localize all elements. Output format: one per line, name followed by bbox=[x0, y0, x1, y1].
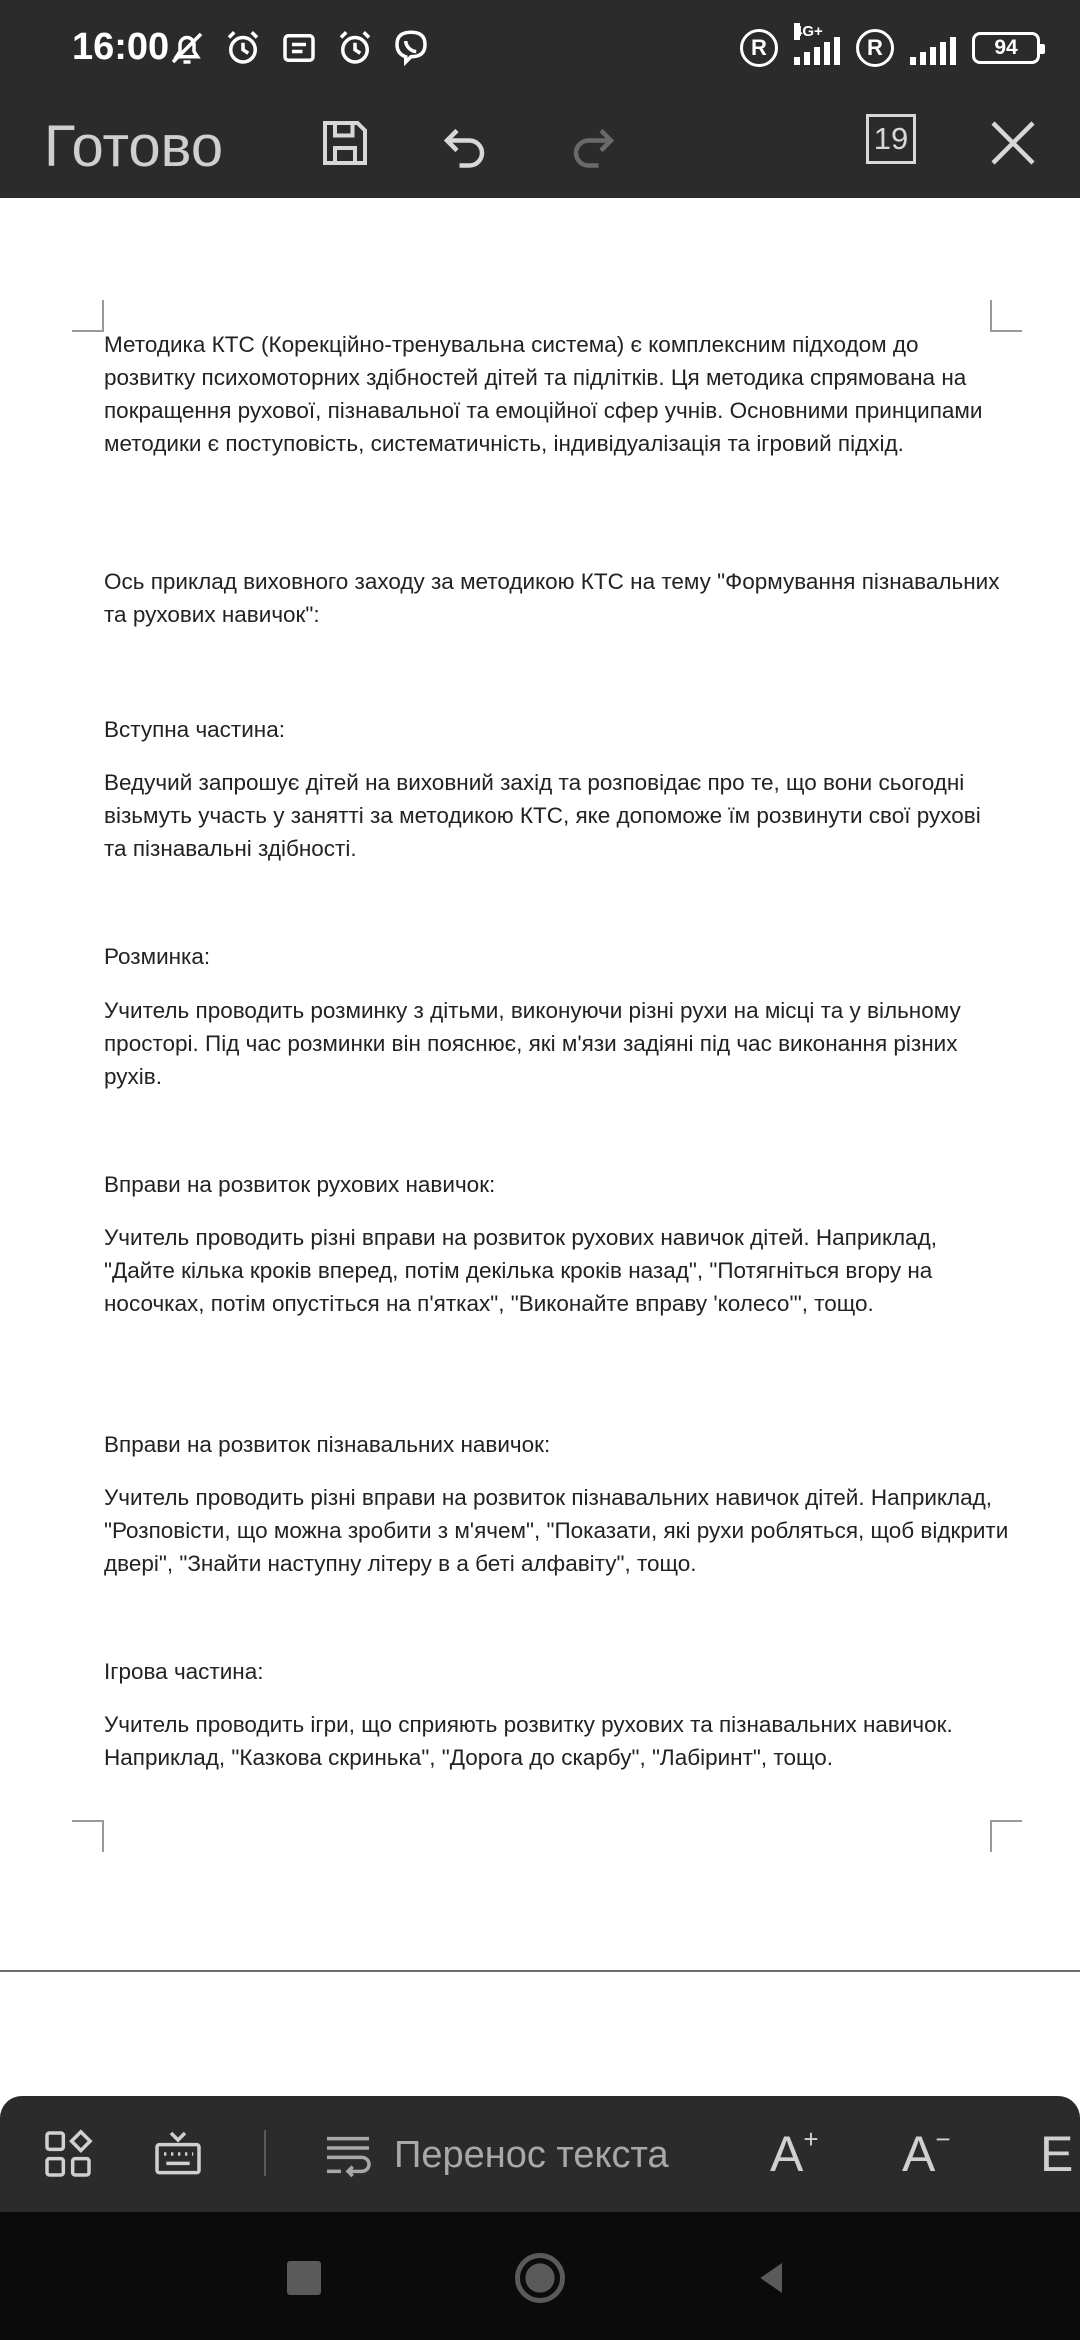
margin-corner-bottom-right bbox=[990, 1820, 1022, 1852]
section-heading: Вправи на розвиток рухових навичок: bbox=[104, 1172, 496, 1197]
paragraph: Методика КТС (Корекційно-тренувальна система) є комплексним підходом до розвитку психомоторних здібностей дітей та підлітків. Ця методика спрямована на покращення рухової, пізнавальної та емоційної сфер учнів. Основними принципами методики є поступовість, систематичність, індивідуалізація та ігровий підхід. bbox=[104, 332, 983, 456]
back-icon[interactable] bbox=[742, 2248, 802, 2308]
font-increase-label: A bbox=[770, 2126, 804, 2182]
paragraph: Учитель проводить різні вправи на розвиток рухових навичок дітей. Наприклад, "Дайте кілька кроків вперед, потім декілька кроків назад", "Потягніться вгору на носочках, потім опустіться на п'ятках", "Виконайте вправу 'колесо'", тощо. bbox=[104, 1225, 938, 1316]
layout-icon[interactable] bbox=[36, 2122, 100, 2186]
page-count-icon[interactable]: 19 bbox=[866, 114, 916, 164]
wrap-text-label: Перенос текста bbox=[394, 2133, 669, 2176]
roaming-icon: R bbox=[856, 29, 894, 67]
section-heading: Вступна частина: bbox=[104, 717, 285, 742]
save-icon[interactable] bbox=[312, 110, 378, 176]
alarm-icon bbox=[334, 27, 376, 69]
document-page[interactable] bbox=[0, 198, 1080, 1972]
viber-icon bbox=[390, 27, 432, 69]
font-decrease-label: A bbox=[902, 2126, 936, 2182]
wrap-text-icon bbox=[320, 2127, 376, 2183]
status-notification-icons bbox=[166, 26, 432, 70]
section-heading: Вправи на розвиток пізнавальних навичок: bbox=[104, 1432, 551, 1457]
recents-icon[interactable] bbox=[274, 2248, 334, 2308]
notification-icon bbox=[278, 27, 320, 69]
network-type: 4G+ bbox=[794, 23, 823, 40]
bottom-edit-toolbar bbox=[0, 2096, 1080, 2212]
close-icon[interactable] bbox=[980, 110, 1046, 176]
paragraph: Учитель проводить розминку з дітьми, виконуючи різні рухи на місці та у вільному просторі. Під час розминки він пояснює, які м'язи задіяні під час виконання різних рухів. bbox=[104, 998, 961, 1089]
keyboard-icon[interactable] bbox=[146, 2122, 210, 2186]
paragraph: Учитель проводить ігри, що сприяють розвитку рухових та пізнавальних навичок. Наприклад, "Казкова скринька", "Дорога до скарбу", "Лабіринт", тощо. bbox=[104, 1712, 953, 1770]
margin-corner-bottom-left bbox=[72, 1820, 104, 1852]
editor-toolbar bbox=[0, 96, 1080, 198]
status-time: 16:00 bbox=[72, 26, 170, 68]
section-heading: Ігрова частина: bbox=[104, 1659, 264, 1684]
alarm-icon bbox=[222, 27, 264, 69]
font-decrease-icon[interactable]: A− bbox=[902, 2124, 951, 2182]
system-navigation-bar bbox=[0, 2212, 1080, 2340]
done-button[interactable]: Готово bbox=[44, 114, 224, 179]
margin-corner-top-left bbox=[72, 300, 104, 332]
redo-icon[interactable] bbox=[558, 110, 624, 176]
section-heading: Розминка: bbox=[104, 944, 211, 969]
battery-icon: 94 bbox=[972, 32, 1040, 64]
signal-icon bbox=[910, 31, 956, 65]
overflow-tool-button[interactable]: E bbox=[1040, 2126, 1074, 2182]
paragraph: Учитель проводить різні вправи на розвиток пізнавальних навичок дітей. Наприклад, "Розповісти, що можна зробити з м'ячем", "Показати, які рухи робляться, щоб відкрити двері", "Знайти наступну літеру в а беті алфавіту", тощо. bbox=[104, 1485, 1009, 1576]
signal-icon bbox=[794, 23, 840, 65]
paragraph: Ось приклад виховного заходу за методикою КТС на тему "Формування пізнавальних та рухових навичок": bbox=[104, 569, 1000, 627]
font-increase-icon[interactable]: A+ bbox=[770, 2124, 819, 2182]
home-icon[interactable] bbox=[510, 2248, 570, 2308]
roaming-icon: R bbox=[740, 29, 778, 67]
page-separator bbox=[0, 1970, 1080, 1972]
status-system-icons bbox=[740, 24, 1040, 72]
mute-icon bbox=[166, 27, 208, 69]
toolbar-divider bbox=[264, 2130, 266, 2176]
undo-icon[interactable] bbox=[434, 110, 500, 176]
wrap-text-button[interactable] bbox=[320, 2120, 669, 2190]
paragraph: Ведучий запрошує дітей на виховний захід та розповідає про те, що вони сьогодні візьмуть участь у занятті за методикою КТС, яке допоможе їм розвинути свої рухові та пізнавальні здібності. bbox=[104, 770, 981, 861]
status-bar bbox=[0, 0, 1080, 96]
